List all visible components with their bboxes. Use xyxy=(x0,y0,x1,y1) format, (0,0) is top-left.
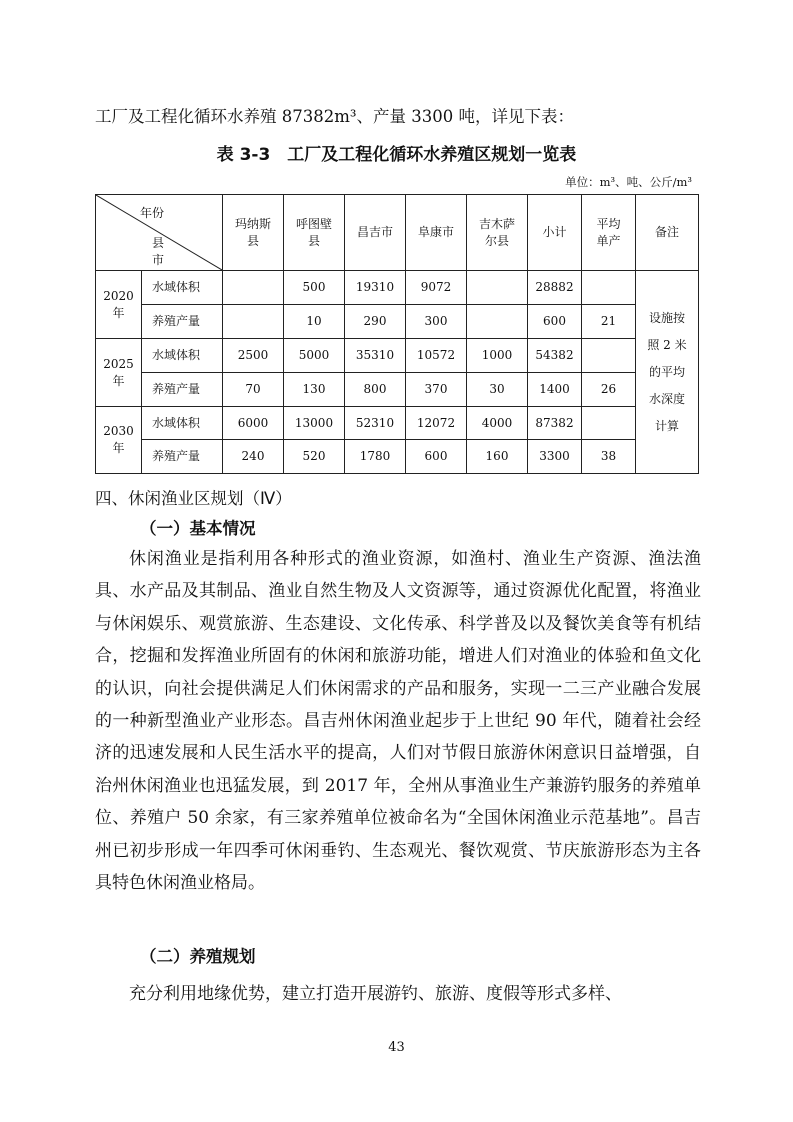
header-cell: 玛纳斯 县 xyxy=(223,195,284,271)
value-cell: 54382 xyxy=(528,339,582,373)
value-cell: 19310 xyxy=(345,271,406,305)
value-cell xyxy=(582,407,636,440)
year-cell: 2025 年 xyxy=(96,339,142,407)
value-cell: 30 xyxy=(467,373,528,407)
year-cell: 2020 年 xyxy=(96,271,142,339)
year-cell: 2030 年 xyxy=(96,407,142,474)
value-cell: 1400 xyxy=(528,373,582,407)
value-cell xyxy=(582,339,636,373)
corner-diagonal-cell xyxy=(96,195,223,271)
table-header-row xyxy=(96,195,699,271)
corner-label-year: 年份 xyxy=(139,206,164,220)
body-paragraph-basic: 休闲渔业是指利用各种形式的渔业资源，如渔村、渔业生产资源、渔法渔具、水产品及其制品、渔业自然生物及人文资源等，通过资源优化配置，将渔业与休闲娱乐、观赏旅游、生态建设、文化传承、科学普及以及餐饮美食等有机结合，挖掘和发挥渔业所固有的休闲和旅游功能，增进人们对渔业的体验和鱼文化的认识，向社会提供满足人们休闲需求的产品和服务，实现一二三产业融合发展的一种新型渔业产业形态。昌吉州休闲渔业起步于上世纪 90 年代，随着社会经济的迅速发展和人民生活水平的提高，人们对节假日旅游休闲意识日益增强，自治州休闲渔业也迅猛发展，到 2017 年，全州从事渔业生产兼游钓服务的养殖单位、养殖户 50 余家，有三家养殖单位被命名为“全国休闲渔业示范基地”。昌吉州已初步形成一年四季可休闲垂钓、生态观光、餐饮观赏、节庆旅游形态为主各具特色休闲渔业格局。 xyxy=(95,549,701,894)
header-cell: 吉木萨 尔县 xyxy=(467,195,528,271)
value-cell: 1000 xyxy=(467,339,528,373)
table-unit-note: 单位：m³、吨、公斤/m³ xyxy=(565,175,692,189)
value-cell: 600 xyxy=(528,305,582,339)
value-cell: 70 xyxy=(223,373,284,407)
value-cell: 10 xyxy=(284,305,345,339)
value-cell: 600 xyxy=(406,440,467,474)
value-cell xyxy=(223,305,284,339)
header-cell: 呼图壁 县 xyxy=(284,195,345,271)
value-cell: 240 xyxy=(223,440,284,474)
value-cell: 1780 xyxy=(345,440,406,474)
value-cell: 3300 xyxy=(528,440,582,474)
value-cell: 4000 xyxy=(467,407,528,440)
table-row xyxy=(96,407,699,440)
header-cell: 小计 xyxy=(528,195,582,271)
value-cell: 520 xyxy=(284,440,345,474)
value-cell: 26 xyxy=(582,373,636,407)
table-row xyxy=(96,339,699,373)
header-cell: 平均 单产 xyxy=(582,195,636,271)
value-cell: 5000 xyxy=(284,339,345,373)
header-cell: 昌吉市 xyxy=(345,195,406,271)
value-cell xyxy=(223,271,284,305)
header-cell: 备注 xyxy=(636,195,699,271)
value-cell: 300 xyxy=(406,305,467,339)
row-label: 水域体积 xyxy=(142,407,223,440)
table-row xyxy=(96,271,699,305)
value-cell: 160 xyxy=(467,440,528,474)
subsection-heading-plan: （二）养殖规划 xyxy=(140,947,256,966)
row-label: 养殖产量 xyxy=(142,373,223,407)
table-row xyxy=(96,373,699,407)
value-cell: 500 xyxy=(284,271,345,305)
value-cell xyxy=(467,271,528,305)
value-cell: 290 xyxy=(345,305,406,339)
value-cell: 21 xyxy=(582,305,636,339)
value-cell: 9072 xyxy=(406,271,467,305)
table-caption: 表 3-3 工厂及工程化循环水养殖区规划一览表 xyxy=(216,145,577,165)
value-cell: 52310 xyxy=(345,407,406,440)
table-row xyxy=(96,440,699,474)
value-cell: 10572 xyxy=(406,339,467,373)
value-cell: 800 xyxy=(345,373,406,407)
header-cell: 阜康市 xyxy=(406,195,467,271)
value-cell: 6000 xyxy=(223,407,284,440)
value-cell: 12072 xyxy=(406,407,467,440)
value-cell: 13000 xyxy=(284,407,345,440)
intro-line: 工厂及工程化循环水养殖 87382m³、产量 3300 吨，详见下表： xyxy=(95,107,574,126)
row-label: 水域体积 xyxy=(142,339,223,373)
row-label: 养殖产量 xyxy=(142,440,223,474)
section-heading: 四、休闲渔业区规划（Ⅳ） xyxy=(95,489,292,508)
value-cell: 35310 xyxy=(345,339,406,373)
remarks-cell: 设施按 照 2 米 的平均 水深度 计算 xyxy=(636,271,699,474)
value-cell: 2500 xyxy=(223,339,284,373)
row-label: 养殖产量 xyxy=(142,305,223,339)
page-number: 43 xyxy=(388,1040,405,1055)
table-row xyxy=(96,305,699,339)
value-cell xyxy=(582,271,636,305)
value-cell xyxy=(467,305,528,339)
value-cell: 370 xyxy=(406,373,467,407)
value-cell: 38 xyxy=(582,440,636,474)
value-cell: 87382 xyxy=(528,407,582,440)
corner-label-county: 县 市 xyxy=(152,236,165,267)
value-cell: 28882 xyxy=(528,271,582,305)
value-cell: 130 xyxy=(284,373,345,407)
row-label: 水域体积 xyxy=(142,271,223,305)
body-paragraph-plan: 充分利用地缘优势，建立打造开展游钓、旅游、度假等形式多样、 xyxy=(129,984,622,1004)
subsection-heading-basic: （一）基本情况 xyxy=(140,519,256,538)
aquaculture-plan-table xyxy=(95,194,699,474)
